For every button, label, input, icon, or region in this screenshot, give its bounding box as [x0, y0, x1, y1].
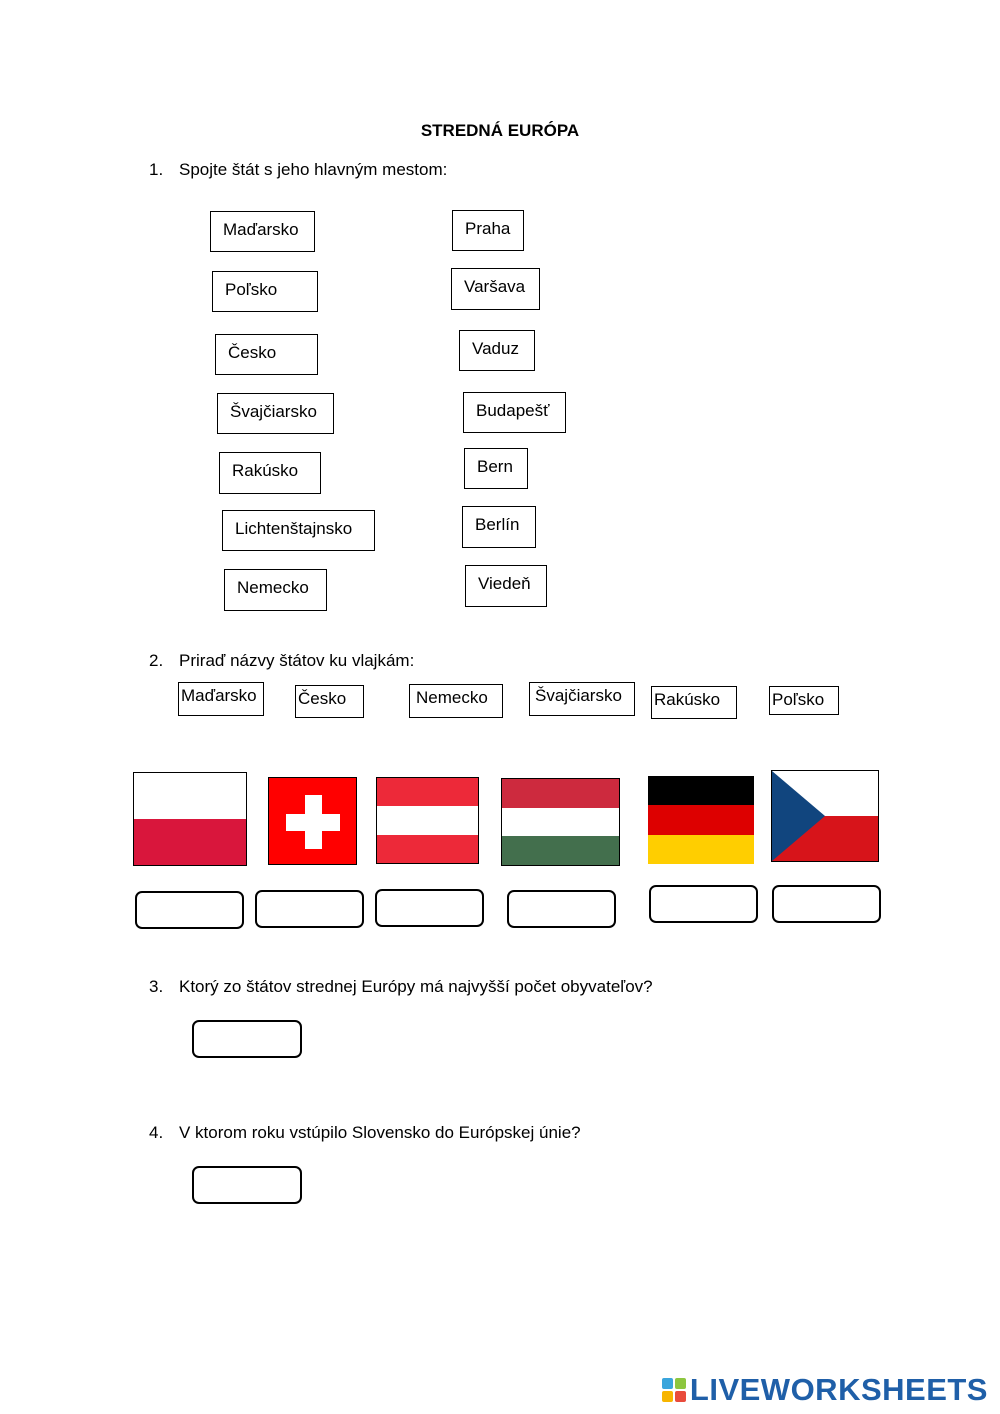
question-1 [149, 160, 447, 180]
country-card-lichtenstajnsko[interactable]: Lichtenštajnsko [222, 510, 375, 551]
switzerland-flag [268, 777, 357, 865]
question-text: Ktorý zo štátov strednej Európy má najvyšší počet obyvateľov? [179, 977, 653, 996]
capital-card-bern[interactable]: Bern [464, 448, 528, 489]
flag-answer-input-6[interactable] [772, 885, 881, 923]
flag-label-cesko[interactable]: Česko [295, 685, 364, 718]
flag-label-rakusko[interactable]: Rakúsko [651, 686, 737, 719]
eu-year-answer-input[interactable] [192, 1166, 302, 1204]
flag-label-svajciarsko[interactable]: Švajčiarsko [529, 682, 635, 716]
question-2 [149, 651, 414, 671]
austria-flag [376, 777, 479, 864]
question-3 [149, 977, 653, 997]
capital-card-praha[interactable]: Praha [452, 210, 524, 251]
question-text: V ktorom roku vstúpilo Slovensko do Európskej únie? [179, 1123, 581, 1142]
flag-answer-input-4[interactable] [507, 890, 616, 928]
page-title: STREDNÁ EURÓPA [420, 121, 580, 140]
question-number: 3. [149, 977, 164, 996]
country-card-svajciarsko[interactable]: Švajčiarsko [217, 393, 334, 434]
country-card-madarsko[interactable]: Maďarsko [210, 211, 315, 252]
germany-flag [648, 776, 754, 864]
liveworksheets-logo [662, 1374, 988, 1406]
capital-card-varsava[interactable]: Varšava [451, 268, 540, 310]
flag-answer-input-2[interactable] [255, 890, 364, 928]
liveworksheets-icon [662, 1378, 686, 1402]
question-number: 1. [149, 160, 164, 179]
question-text: Spojte štát s jeho hlavným mestom: [179, 160, 448, 179]
flag-answer-input-3[interactable] [375, 889, 484, 927]
liveworksheets-text: LIVEWORKSHEETS [689, 1372, 988, 1407]
czech-flag [771, 770, 879, 862]
flag-answer-input-1[interactable] [135, 891, 244, 929]
capital-card-vieden[interactable]: Viedeň [465, 565, 547, 607]
question-4 [149, 1123, 581, 1143]
flag-label-madarsko[interactable]: Maďarsko [178, 682, 264, 716]
capital-card-budapest[interactable]: Budapešť [463, 392, 566, 433]
flag-answer-input-5[interactable] [649, 885, 758, 923]
hungary-flag [501, 778, 620, 866]
question-number: 2. [149, 651, 164, 670]
country-card-rakusko[interactable]: Rakúsko [219, 452, 321, 494]
country-card-nemecko[interactable]: Nemecko [224, 569, 327, 611]
country-card-polsko[interactable]: Poľsko [212, 271, 318, 312]
country-card-cesko[interactable]: Česko [215, 334, 318, 375]
poland-flag [133, 772, 247, 866]
capital-card-vaduz[interactable]: Vaduz [459, 330, 535, 371]
population-answer-input[interactable] [192, 1020, 302, 1058]
flag-label-nemecko[interactable]: Nemecko [409, 684, 503, 718]
capital-card-berlin[interactable]: Berlín [462, 506, 536, 548]
question-number: 4. [149, 1123, 164, 1142]
question-text: Priraď názvy štátov ku vlajkám: [179, 651, 415, 670]
flag-label-polsko[interactable]: Poľsko [769, 686, 839, 715]
